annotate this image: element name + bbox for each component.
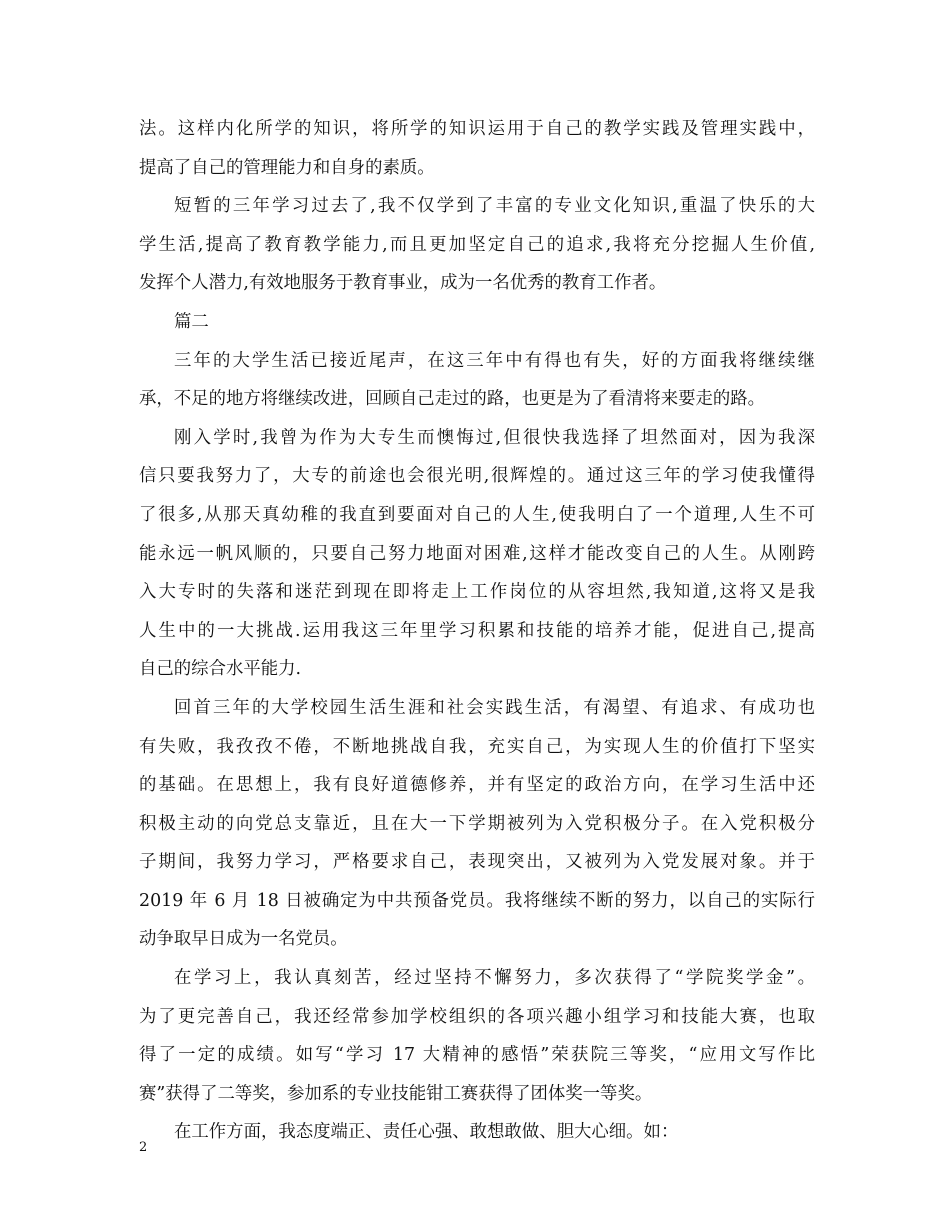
text-line: 得了一定的成绩。如写“学习 17 大精神的感悟”荣获院三等奖，“应用文写作比 xyxy=(139,1045,815,1066)
text-line: 刚入学时,我曾为作为大专生而懊悔过,但很快我选择了坦然面对，因为我深 xyxy=(174,427,815,448)
text-line: 篇二 xyxy=(174,311,209,332)
text-line: 能永远一帆风顺的，只要自己努力地面对困难,这样才能改变自己的人生。从刚跨 xyxy=(139,543,815,564)
text-line: 入大专时的失落和迷茫到现在即将走上工作岗位的从容坦然,我知道,这将又是我 xyxy=(139,582,815,603)
text-line: 了很多,从那天真幼稚的我直到要面对自己的人生,使我明白了一个道理,人生不可 xyxy=(139,504,815,525)
page-number: 2 xyxy=(139,1140,148,1155)
text-line: 短暂的三年学习过去了,我不仅学到了丰富的专业文化知识,重温了快乐的大 xyxy=(174,196,815,217)
text-line: 回首三年的大学校园生活生涯和社会实践生活，有渴望、有追求、有成功也 xyxy=(174,697,815,718)
text-line: 子期间，我努力学习，严格要求自己，表现突出，又被列为入党发展对象。并于 xyxy=(139,852,815,873)
text-line: 发挥个人潜力,有效地服务于教育事业，成为一名优秀的教育工作者。 xyxy=(139,273,667,294)
text-line: 学生活,提高了教育教学能力,而且更加坚定自己的追求,我将充分挖掘人生价值, xyxy=(139,234,815,255)
text-line: 在工作方面，我态度端正、责任心强、敢想敢做、胆大心细。如： xyxy=(174,1122,679,1143)
text-line: 积极主动的向党总支靠近，且在大一下学期被列为入党积极分子。在入党积极分 xyxy=(139,813,815,834)
text-line: 动争取早日成为一名党员。 xyxy=(139,929,348,950)
text-line: 三年的大学生活已接近尾声，在这三年中有得也有失，好的方面我将继续继 xyxy=(174,350,815,371)
body-text xyxy=(139,110,815,1152)
text-line: 人生中的一大挑战.运用我这三年里学习积累和技能的培养才能，促进自己,提高 xyxy=(139,620,815,641)
text-line: 有失败，我孜孜不倦，不断地挑战自我，充实自己，为实现人生的价值打下坚实 xyxy=(139,736,815,757)
text-line: 提高了自己的管理能力和自身的素质。 xyxy=(139,157,435,178)
text-line: 信只要我努力了，大专的前途也会很光明,很辉煌的。通过这三年的学习使我懂得 xyxy=(139,466,815,487)
text-line: 自己的综合水平能力. xyxy=(139,659,302,680)
text-line: 法。这样内化所学的知识，将所学的知识运用于自己的教学实践及管理实践中， xyxy=(139,119,815,139)
text-line: 赛”获得了二等奖，参加系的专业技能钳工赛获得了团体奖一等奖。 xyxy=(139,1083,653,1104)
text-line: 2019 年 6 月 18 日被确定为中共预备党员。我将继续不断的努力，以自己的实际行 xyxy=(139,890,815,911)
text-line: 为了更完善自己，我还经常参加学校组织的各项兴趣小组学习和技能大赛，也取 xyxy=(139,1006,815,1027)
text-line: 在学习上，我认真刻苦，经过坚持不懈努力，多次获得了“学院奖学金”。 xyxy=(174,968,815,989)
text-line: 的基础。在思想上，我有良好道德修养，并有坚定的政治方向，在学习生活中还 xyxy=(139,775,815,796)
text-line: 承，不足的地方将继续改进，回顾自己走过的路，也更是为了看清将来要走的路。 xyxy=(139,389,766,410)
